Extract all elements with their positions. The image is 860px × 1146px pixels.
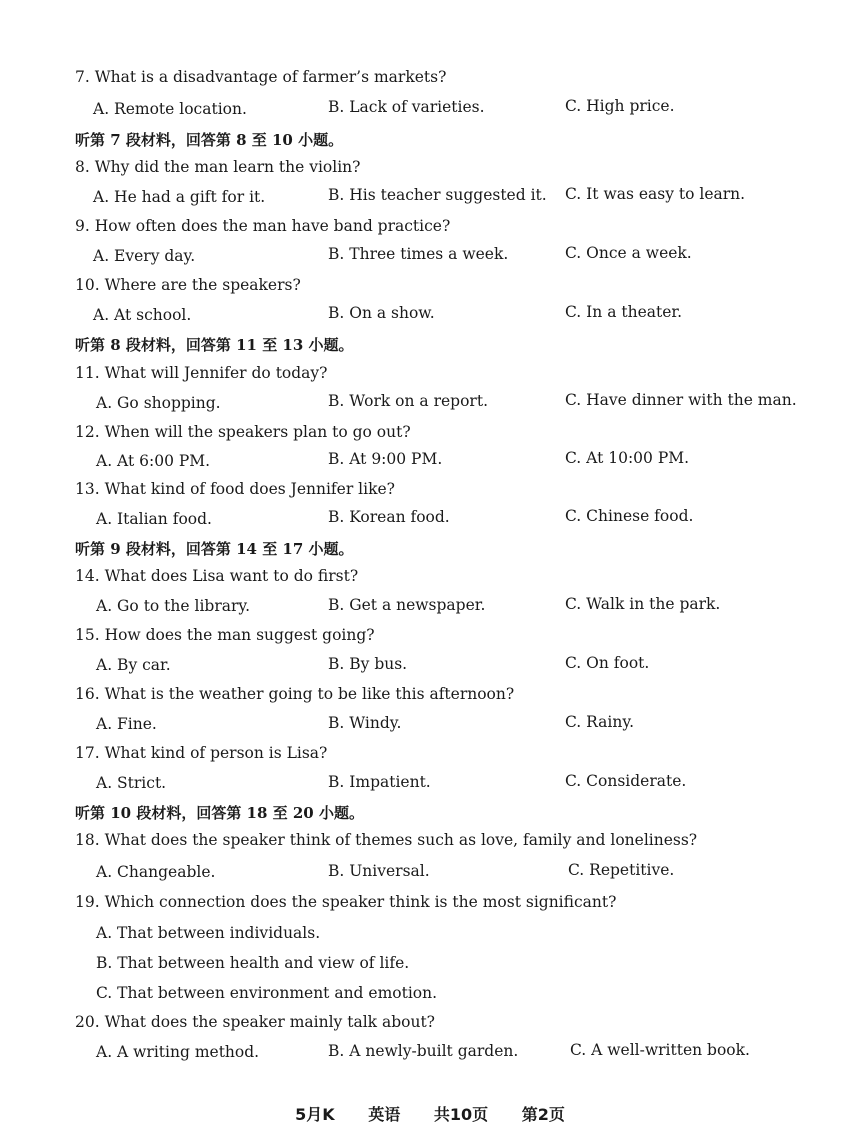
q12-option-b: B. At 9:00 PM. — [328, 450, 443, 468]
q15-option-c: C. On foot. — [565, 654, 650, 672]
q8-option-b: B. His teacher suggested it. — [328, 186, 547, 204]
question-17: 17. What kind of person is Lisa? — [75, 744, 328, 762]
question-15: 15. How does the man suggest going? — [75, 626, 375, 644]
q9-option-a: A. Every day. — [93, 247, 196, 265]
q14-option-a: A. Go to the library. — [96, 597, 251, 615]
q11-option-b: B. Work on a report. — [328, 392, 488, 410]
footer-subject: 英语 — [368, 1105, 401, 1124]
q13-option-b: B. Korean food. — [328, 508, 450, 526]
q18-option-b: B. Universal. — [328, 862, 430, 880]
q7-option-c: C. High price. — [565, 97, 675, 115]
q7-option-b: B. Lack of varieties. — [328, 98, 485, 116]
q8-option-a: A. He had a gift for it. — [93, 188, 266, 206]
q17-option-c: C. Considerate. — [565, 772, 687, 790]
question-10: 10. Where are the speakers? — [75, 276, 301, 294]
q18-option-a: A. Changeable. — [96, 863, 216, 881]
section-7-heading: 听第 7 段材料，回答第 8 至 10 小题。 — [75, 131, 344, 149]
q9-option-c: C. Once a week. — [565, 244, 692, 262]
q19-option-b: B. That between health and view of life. — [96, 954, 410, 972]
question-13: 13. What kind of food does Jennifer like? — [75, 480, 395, 498]
question-19: 19. Which connection does the speaker think is the most significant? — [75, 893, 617, 911]
page-footer — [0, 1102, 860, 1125]
question-14: 14. What does Lisa want to do first? — [75, 567, 359, 585]
section-8-heading: 听第 8 段材料，回答第 11 至 13 小题。 — [75, 336, 354, 354]
q17-option-a: A. Strict. — [96, 774, 167, 792]
question-12: 12. When will the speakers plan to go out? — [75, 423, 411, 441]
q11-option-c: C. Have dinner with the man. — [565, 391, 797, 409]
q9-option-b: B. Three times a week. — [328, 245, 509, 263]
q20-option-b: B. A newly-built garden. — [328, 1042, 519, 1060]
section-10-heading: 听第 10 段材料，回答第 18 至 20 小题。 — [75, 804, 364, 822]
question-8: 8. Why did the man learn the violin? — [75, 158, 361, 176]
q10-option-b: B. On a show. — [328, 304, 435, 322]
q16-option-c: C. Rainy. — [565, 713, 634, 731]
q7-option-a: A. Remote location. — [93, 100, 247, 118]
q17-option-b: B. Impatient. — [328, 773, 431, 791]
question-16: 16. What is the weather going to be like this afternoon? — [75, 685, 515, 703]
q19-option-c: C. That between environment and emotion. — [96, 984, 438, 1002]
question-7: 7. What is a disadvantage of farmer’s markets? — [75, 68, 447, 86]
footer-month-code: 5月K — [295, 1105, 335, 1124]
q15-option-a: A. By car. — [96, 656, 171, 674]
q10-option-a: A. At school. — [93, 306, 192, 324]
question-20: 20. What does the speaker mainly talk about? — [75, 1013, 435, 1031]
q20-option-a: A. A writing method. — [96, 1043, 260, 1061]
footer-page-number: 第2页 — [521, 1105, 565, 1124]
q11-option-a: A. Go shopping. — [96, 394, 221, 412]
q16-option-b: B. Windy. — [328, 714, 402, 732]
q14-option-c: C. Walk in the park. — [565, 595, 721, 613]
footer-total-pages: 共10页 — [433, 1105, 489, 1124]
q18-option-c: C. Repetitive. — [568, 861, 675, 879]
q12-option-a: A. At 6:00 PM. — [96, 452, 211, 470]
question-18: 18. What does the speaker think of themes such as love, family and loneliness? — [75, 831, 698, 849]
question-11: 11. What will Jennifer do today? — [75, 364, 328, 382]
q14-option-b: B. Get a newspaper. — [328, 596, 486, 614]
q8-option-c: C. It was easy to learn. — [565, 185, 746, 203]
q20-option-c: C. A well-written book. — [570, 1041, 750, 1059]
q13-option-a: A. Italian food. — [96, 510, 212, 528]
q13-option-c: C. Chinese food. — [565, 507, 694, 525]
section-9-heading: 听第 9 段材料，回答第 14 至 17 小题。 — [75, 540, 354, 558]
q12-option-c: C. At 10:00 PM. — [565, 449, 690, 467]
q15-option-b: B. By bus. — [328, 655, 408, 673]
q16-option-a: A. Fine. — [96, 715, 157, 733]
q19-option-a: A. That between individuals. — [96, 924, 321, 942]
question-9: 9. How often does the man have band practice? — [75, 217, 451, 235]
q10-option-c: C. In a theater. — [565, 303, 683, 321]
